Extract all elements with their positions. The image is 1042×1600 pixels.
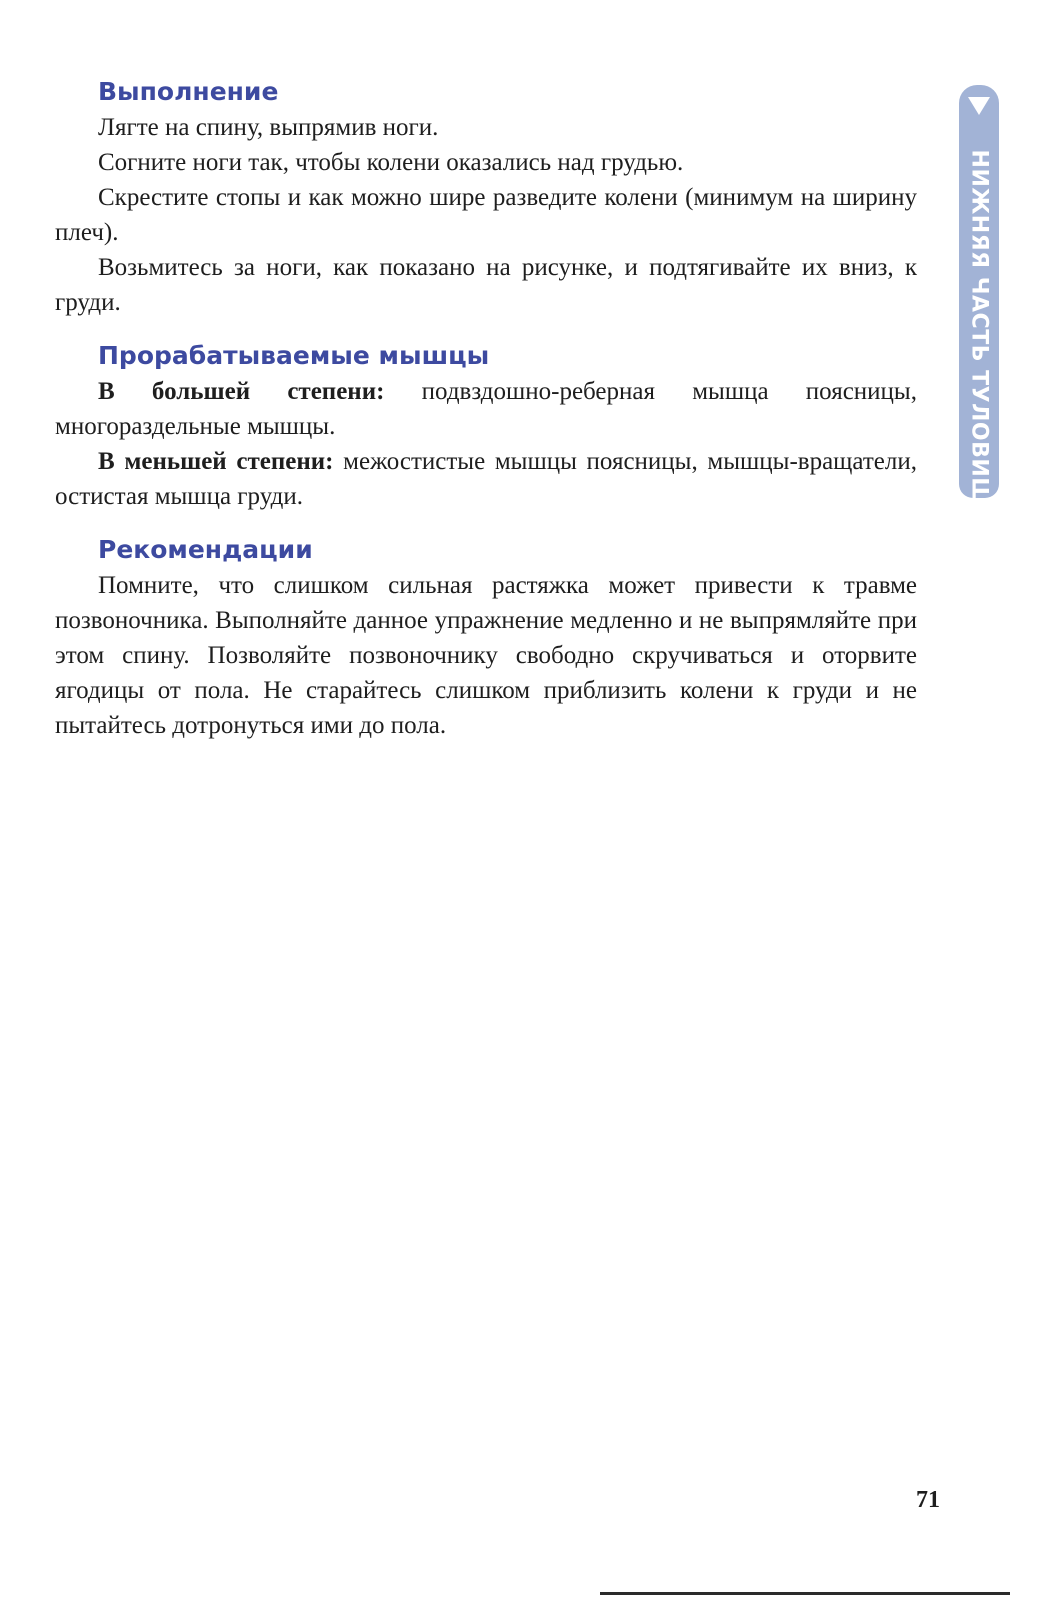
execution-step-1: Лягте на спину, выпрямив ноги. (98, 114, 439, 141)
section-muscles (55, 338, 917, 514)
muscles-secondary-text: межостистые мышцы поясницы, мышцы-вращатели, остистая мышца груди. (55, 448, 917, 510)
page-number: 71 (916, 1487, 940, 1513)
page-content (55, 74, 917, 743)
execution-step-4: Возьмитесь за ноги, как показано на рисунке, и подтягивайте их вниз, к груди. (55, 254, 917, 316)
execution-step-2: Согните ноги так, чтобы колени оказались над грудью. (98, 149, 684, 176)
chapter-side-tab (959, 85, 999, 525)
section-recommendations (55, 532, 917, 743)
muscles-primary (55, 374, 917, 444)
section-heading-recommendations: Рекомендации (98, 535, 313, 564)
bottom-divider (600, 1592, 1010, 1595)
section-heading-muscles: Прорабатываемые мышцы (98, 341, 490, 370)
muscles-primary-text: подвздошно-реберная мышца поясницы, многораздельные мышцы. (55, 378, 917, 440)
section-heading-execution: Выполнение (98, 77, 279, 106)
triangle-down-icon (968, 97, 990, 115)
muscles-secondary-label: В меньшей степени: (98, 448, 334, 475)
chapter-tab-label: НИЖНЯЯ ЧАСТЬ ТУЛОВИЩА (966, 149, 992, 525)
section-execution (55, 74, 917, 320)
muscles-secondary (55, 444, 917, 514)
muscles-primary-label: В большей степени: (98, 378, 385, 405)
execution-step-3: Скрестите стопы и как можно шире разведите колени (минимум на ширину плеч). (55, 184, 917, 246)
recommendations-text: Помните, что слишком сильная растяжка может привести к травме позвоночника. Выполняйте данное упражнение медленно и не выпрямляйте при этом спину. Позволяйте позвоночнику свободно скручиваться и оторвите ягодицы от пола. Не старайтесь слишком приблизить колени к груди и не пытайтесь дотронуться ими до пола. (55, 572, 917, 739)
